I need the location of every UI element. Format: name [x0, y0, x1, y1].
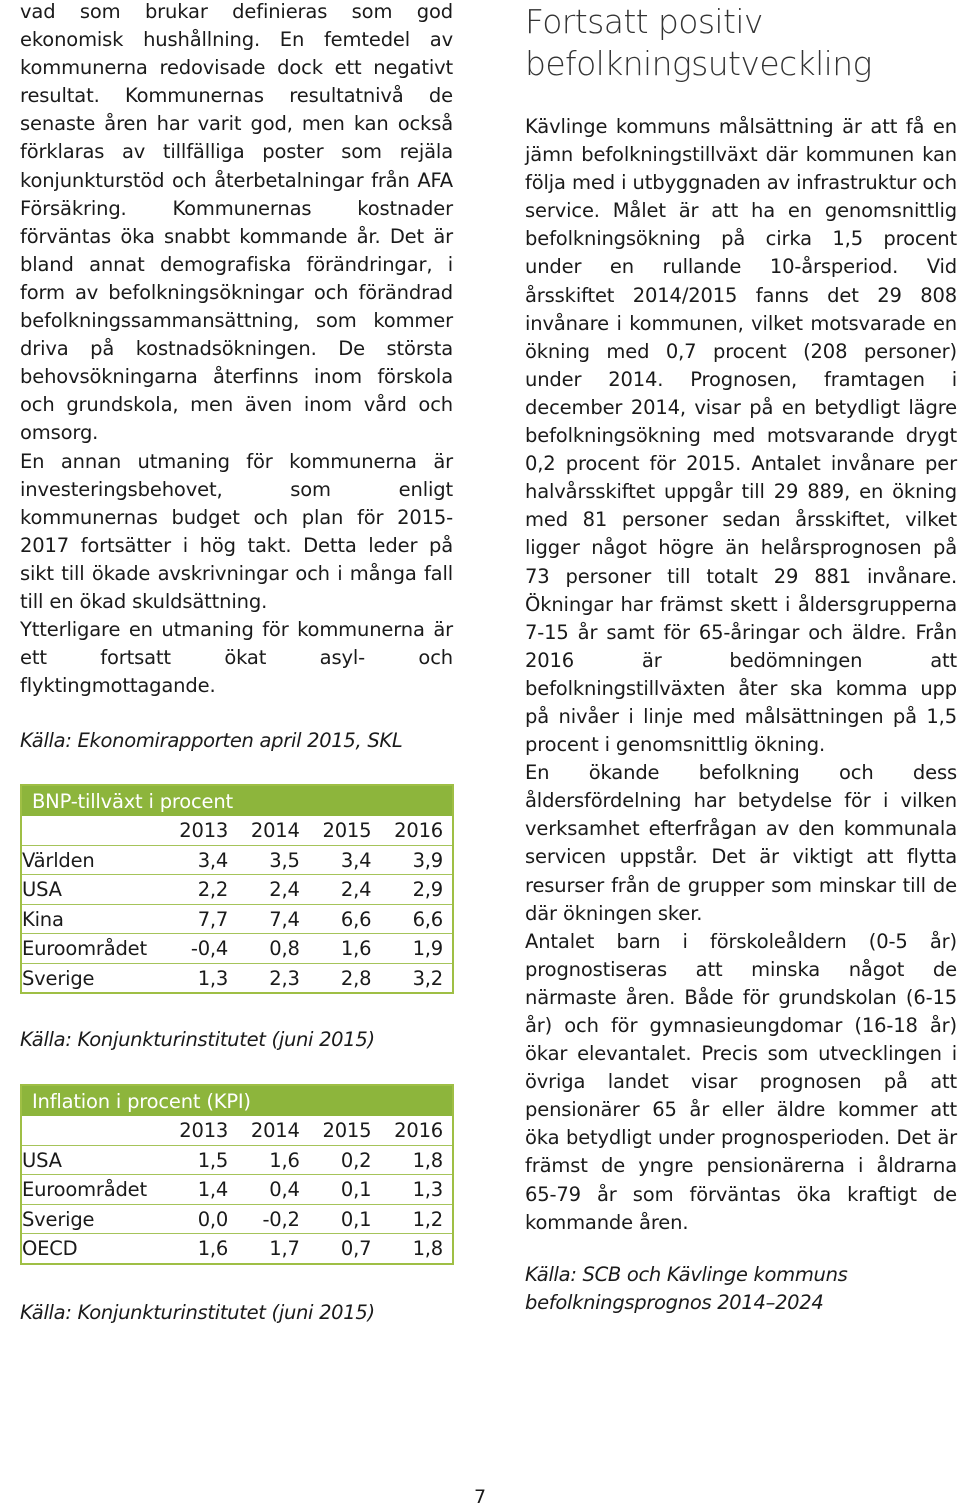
table-row: [21, 963, 453, 993]
row-label: Sverige: [21, 1204, 166, 1234]
cell: 1,3: [380, 1175, 453, 1205]
cell: 1,4: [166, 1175, 238, 1205]
right-column: [525, 0, 957, 1317]
source-ekonomirapporten: Källa: Ekonomirapporten april 2015, SKL: [20, 729, 403, 753]
cell: 0,2: [309, 1145, 381, 1175]
source-konjunkturinstitutet-inflation: Källa: Konjunkturinstitutet (juni 2015): [20, 1300, 375, 1324]
inflation-table-title: Inflation i procent (KPI): [21, 1085, 453, 1116]
paragraph-forecast: Antalet barn i förskoleåldern (0-5 år) prognostiseras att minska något de närmaste åren. Både för grundskolan (6-15 år) och för gymnasieungdomar (16-18 år) ökar elevantalet. Precis som utvecklingen i övriga landet visar prognosen på att pensionärer 65 år eller äldre kommer att öka betydligt under prognosperioden. Det är främst de yngre pensionärerna i åldrarna 65-79 år som förväntas öka kraftigt de kommande åren.: [525, 929, 957, 1234]
cell: -0,2: [237, 1204, 309, 1234]
gdp-year-2016: 2016: [380, 816, 453, 845]
row-label: OECD: [22, 1237, 78, 1261]
inflation-year-2014: 2014: [237, 1116, 309, 1145]
table-row: [21, 1234, 453, 1264]
cell: 1,3: [197, 966, 229, 990]
cell: 1,6: [237, 1145, 309, 1175]
row-label: Kina: [21, 904, 166, 934]
table-row: [21, 1204, 453, 1234]
cell: 1,7: [269, 1237, 300, 1261]
gdp-year-2014: 2014: [237, 816, 309, 845]
paragraph-economy: vad som brukar definieras som god ekonomisk hushållning. En femtedel av kommunerna redovisade dock ett negativt resultat. Kommunernas resultatnivå de senaste åren har varit god, men kan också förklaras av tillfälliga poster som rejäla konjunkturstöd och återbetalningar från AFA Försäkring. Kommunernas kostnader förväntas öka snabbt kommande år. Det är bland annat demografiska förändringar, i form av befolkningsökningar och förändrad befolkningssammansättning, som kommer driva på kostnadsökningen. De största behovsökningarna återfinns inom förskola och grundskola, men även inom vård och omsorg.: [20, 0, 453, 445]
cell: 1,8: [412, 1237, 443, 1261]
cell: 0,7: [340, 1237, 372, 1261]
inflation-table-header-row: [21, 1116, 453, 1145]
cell: 6,6: [380, 904, 453, 934]
row-label: Sverige: [22, 966, 95, 990]
inflation-table: [20, 1084, 454, 1265]
row-label: Euroområdet: [21, 934, 166, 964]
cell: 3,5: [237, 845, 309, 875]
cell: 1,5: [166, 1145, 238, 1175]
paragraph-refugees: Ytterligare en utmaning för kommunerna är ett fortsatt ökat asyl- och flyktingmottagande.: [20, 618, 453, 698]
section-heading: Fortsatt positiv befolkningsutveckling: [525, 2, 872, 83]
cell: 2,2: [166, 875, 238, 905]
cell: 2,4: [237, 875, 309, 905]
cell: 1,6: [197, 1237, 229, 1261]
gdp-year-2015: 2015: [309, 816, 381, 845]
gdp-table-header-row: [21, 816, 453, 845]
cell: 3,9: [380, 845, 453, 875]
source-konjunkturinstitutet-gdp: Källa: Konjunkturinstitutet (juni 2015): [20, 1028, 375, 1052]
cell: 2,8: [340, 966, 372, 990]
paragraph-age-distribution: En ökande befolkning och dess åldersfördelning har betydelse för i vilken verksamhet efterfrågan av den kommunala servicen uppstår. Det är viktigt att flytta resurser från de grupper som minskar till de där ökningen sker.: [525, 761, 957, 925]
cell: 3,4: [166, 845, 238, 875]
cell: -0,4: [166, 934, 238, 964]
cell: 2,3: [269, 966, 300, 990]
cell: 7,4: [237, 904, 309, 934]
cell: 0,0: [166, 1204, 238, 1234]
row-label: USA: [21, 1145, 166, 1175]
cell: 3,4: [309, 845, 381, 875]
cell: 1,9: [380, 934, 453, 964]
cell: 0,4: [237, 1175, 309, 1205]
cell: 1,6: [309, 934, 381, 964]
row-label: USA: [21, 875, 166, 905]
table-row: [21, 1175, 453, 1205]
gdp-year-2013: 2013: [166, 816, 238, 845]
row-label: Euroområdet: [21, 1175, 166, 1205]
inflation-year-2013: 2013: [166, 1116, 238, 1145]
cell: 3,2: [412, 966, 443, 990]
cell: 2,4: [309, 875, 381, 905]
cell: 6,6: [309, 904, 381, 934]
cell: 2,9: [380, 875, 453, 905]
cell: 0,1: [309, 1204, 381, 1234]
paragraph-population-growth: Kävlinge kommuns målsättning är att få en jämn befolkningstillväxt där kommunen kan följa med i utbyggnaden av infrastruktur och service. Målet är att ha en genomsnittlig befolkningsökning på cirka 1,5 procent under en rullande 10-årsperiod. Vid årsskiftet 2014/2015 fanns det 29 808 invånare i kommunen, vilket motsvarade en ökning med 0,7 procent (208 personer) under 2014. Prognosen, framtagen i december 2014, visar på en betydligt lägre befolkningsökning med motsvarande drygt 0,2 procent för 2015. Antalet invånare per halvårsskiftet uppgår till 29 889, en ökning med 81 personer sedan årsskiftet, vilket ligger något högre än helårsprognosen på 73 personer till totalt 29 881 invånare. Ökningar har främst skett i åldersgrupperna 7-15 år samt för 65-åringar och äldre. Från 2016 är bedömningen att befolkningstillväxten åter ska komma upp på nivåer i linje med målsättningen på 1,5 procent i genomsnittlig ökning.: [525, 115, 957, 757]
table-row: [21, 904, 453, 934]
table-row: [21, 934, 453, 964]
cell: 7,7: [166, 904, 238, 934]
source-scb: Källa: SCB och Kävlinge kommuns befolkningsprognos 2014–2024: [525, 1262, 848, 1314]
cell: 1,8: [380, 1145, 453, 1175]
cell: 1,2: [380, 1204, 453, 1234]
cell: 0,8: [237, 934, 309, 964]
inflation-year-2015: 2015: [309, 1116, 381, 1145]
paragraph-investments: En annan utmaning för kommunerna är investeringsbehovet, som enligt kommunernas budget och plan för 2015-2017 fortsätter i hög takt. Detta leder på sikt till ökade avskrivningar och i många fall till en ökad skuldsättning.: [20, 449, 453, 613]
gdp-table-title: BNP-tillväxt i procent: [21, 785, 453, 816]
table-row: [21, 875, 453, 905]
left-column: [20, 0, 453, 1327]
row-label: Världen: [21, 845, 166, 875]
cell: 0,1: [309, 1175, 381, 1205]
page-number: 7: [473, 1486, 487, 1508]
inflation-year-2016: 2016: [380, 1116, 453, 1145]
table-row: [21, 845, 453, 875]
table-row: [21, 1145, 453, 1175]
gdp-table: [20, 784, 454, 994]
